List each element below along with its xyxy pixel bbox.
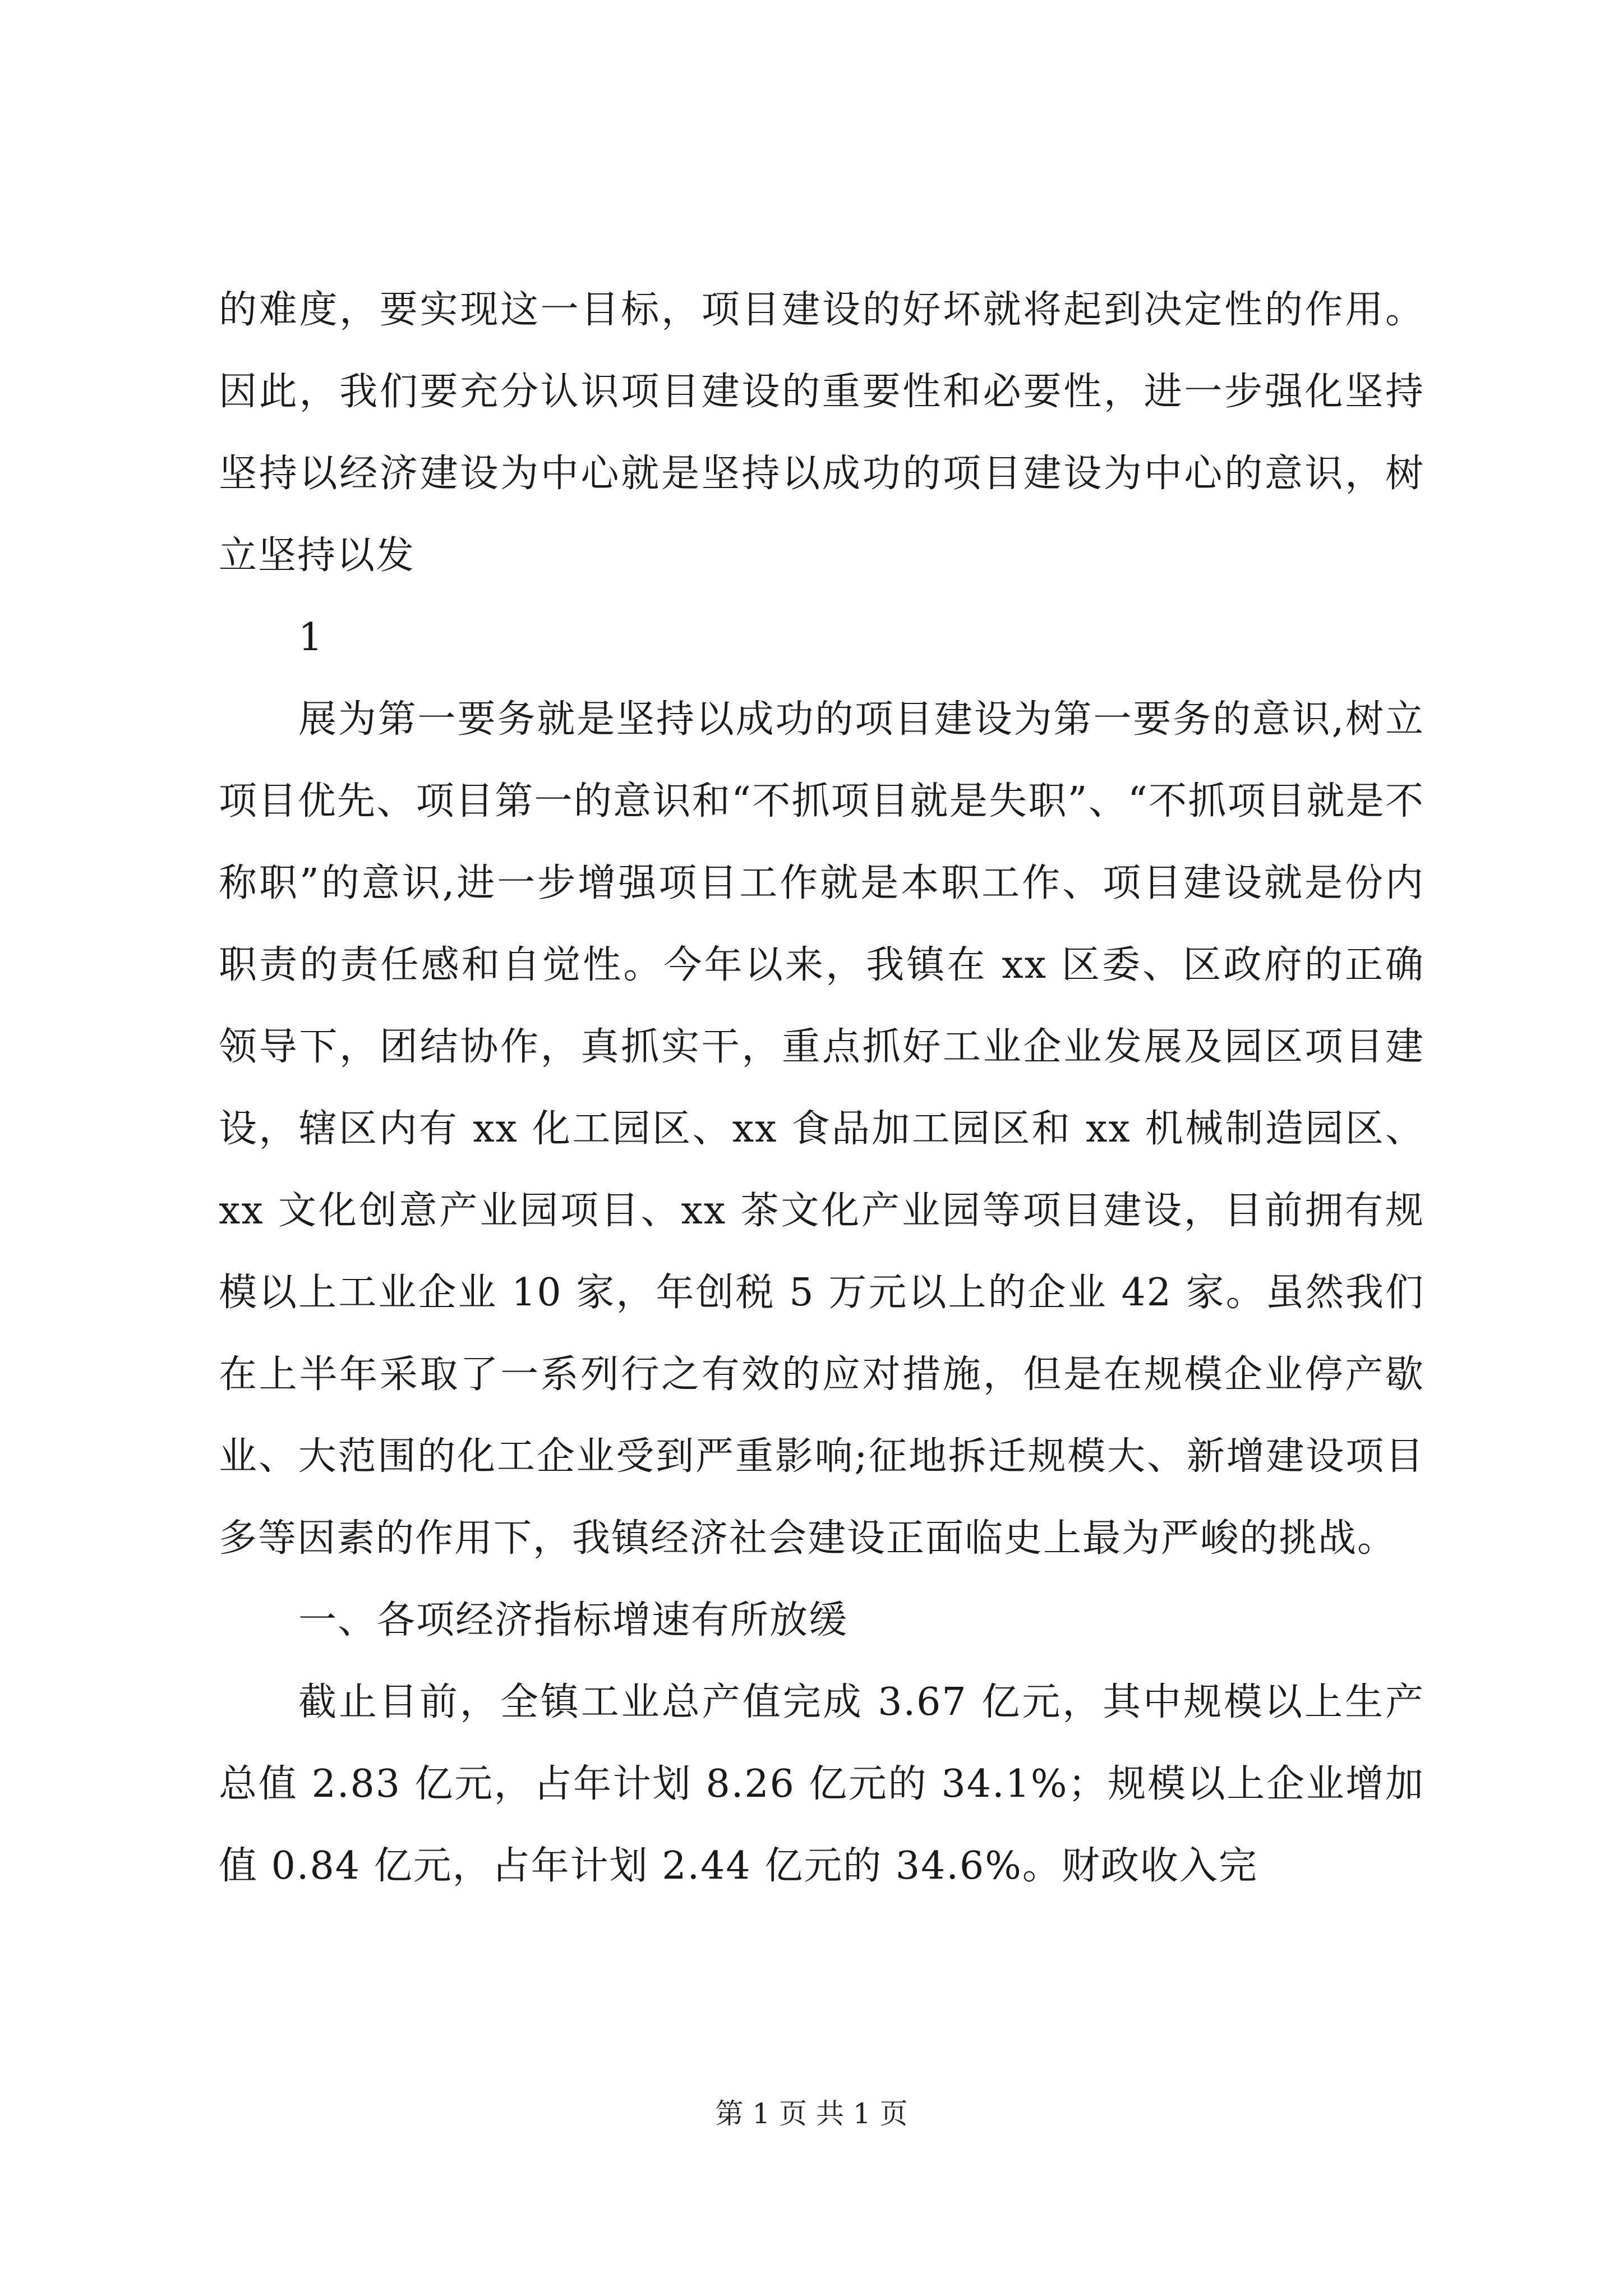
- document-body: [219, 269, 1424, 1907]
- paragraph-project-awareness: 展为第一要务就是坚持以成功的项目建设为第一要务的意识,树立项目优先、项目第一的意识和“不抓项目就是失职”、“不抓项目就是不称职”的意识,进一步增强项目工作就是本职工作、项目建设就是份内职责的责任感和自觉性。今年以来，我镇在 xx 区委、区政府的正确领导下，团结协作，真抓实干，重点抓好工业企业发展及园区项目建设，辖区内有 xx 化工园区、xx 食品加工园区和 xx 机械制造园区、xx 文化创意产业园项目、xx 茶文化产业园等项目建设，目前拥有规模以上工业企业 10 家，年创税 5 万元以上的企业 42 家。虽然我们在上半年采取了一系列行之有效的应对措施，但是在规模企业停产歇业、大范围的化工企业受到严重影响;征地拆迁规模大、新增建设项目多等因素的作用下，我镇经济社会建设正面临史上最为严峻的挑战。: [219, 697, 1424, 1561]
- page-footer: 第 1 页 共 1 页: [715, 2097, 908, 2130]
- section-heading-economic-indicators: 一、各项经济指标增速有所放缓: [298, 1598, 849, 1642]
- inline-page-number: 1: [298, 615, 324, 660]
- paragraph-continuation: 的难度，要实现这一目标，项目建设的好坏就将起到决定性的作用。因此，我们要充分认识项目建设的重要性和必要性，进一步强化坚持坚持以经济建设为中心就是坚持以成功的项目建设为中心的意识，树立坚持以发: [219, 288, 1424, 578]
- paragraph-industrial-output: 截止目前，全镇工业总产值完成 3.67 亿元，其中规模以上生产总值 2.83 亿元，占年计划 8.26 亿元的 34.1%；规模以上企业增加值 0.84 亿元，占年计划 2.44 亿元的 34.6%。财政收入完: [219, 1680, 1424, 1888]
